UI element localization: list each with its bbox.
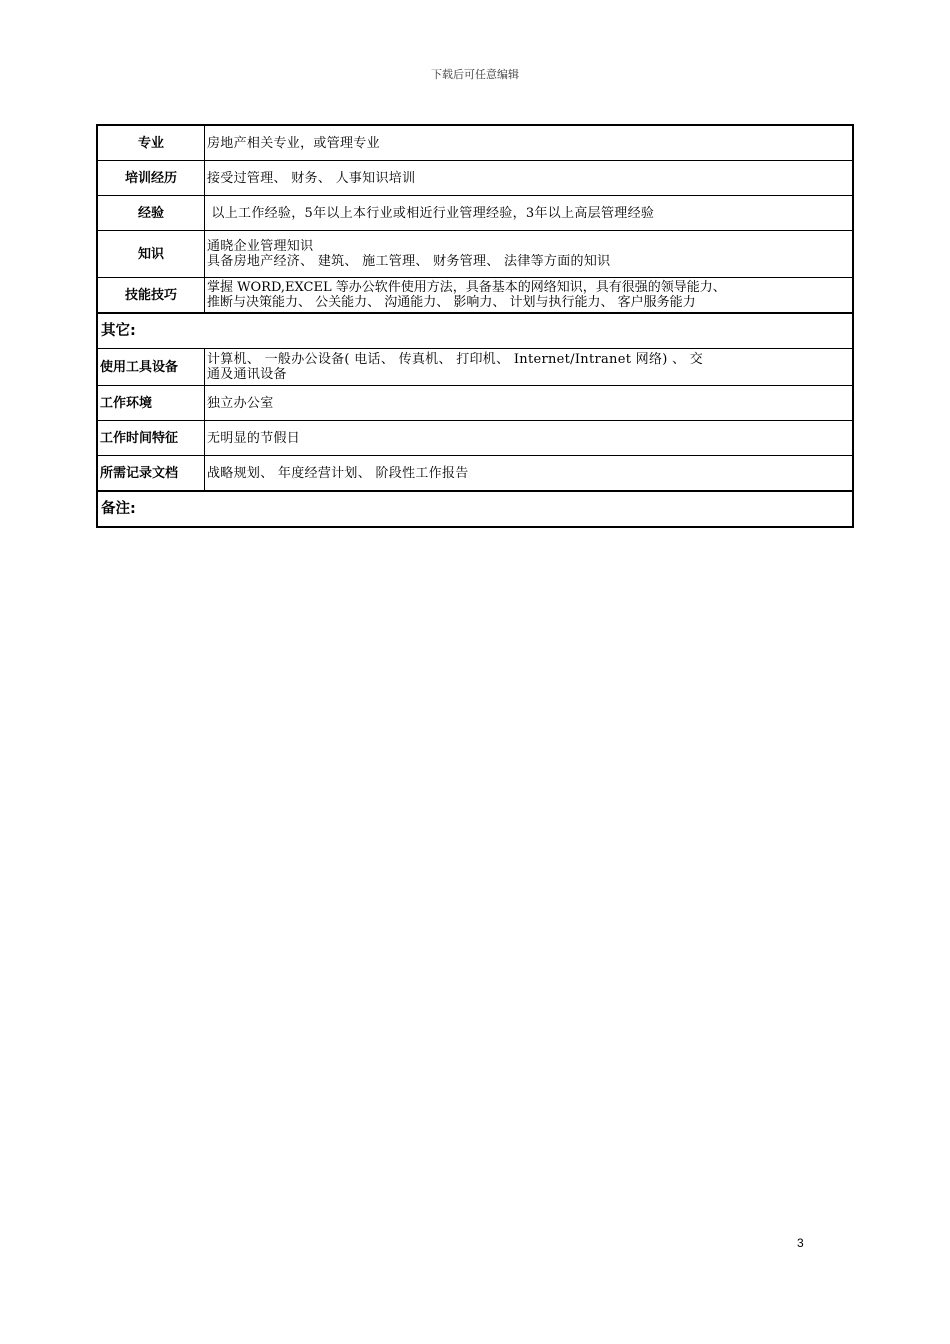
remarks-section-row [97, 491, 853, 527]
header-note: 下载后可任意编辑 [431, 68, 519, 81]
table-row-documents [97, 456, 853, 492]
experience-label: 经验 [97, 196, 205, 231]
knowledge-value [205, 231, 854, 278]
remarks-title: 备注: [97, 491, 853, 527]
table-row-schedule [97, 421, 853, 456]
knowledge-label: 知识 [97, 231, 205, 278]
knowledge-line-1: 通晓企业管理知识 [207, 239, 314, 254]
table-row-experience [97, 196, 853, 231]
skills-line-1: 掌握 WORD,EXCEL 等办公软件使用方法，具备基本的网络知识，具有很强的领导能力、 [207, 280, 726, 295]
tools-line-2: 通及通讯设备 [207, 367, 287, 382]
major-value: 房地产相关专业，或管理专业 [205, 125, 854, 161]
training-value: 接受过管理、 财务、 人事知识培训 [205, 161, 854, 196]
skills-label: 技能技巧 [97, 278, 205, 314]
table-row-environment [97, 386, 853, 421]
table-row-skills [97, 278, 853, 314]
table-row-training [97, 161, 853, 196]
documents-label: 所需记录文档 [97, 456, 205, 492]
other-section-title: 其它: [97, 313, 853, 349]
tools-label: 使用工具设备 [97, 349, 205, 386]
schedule-value: 无明显的节假日 [205, 421, 854, 456]
training-label: 培训经历 [97, 161, 205, 196]
table-row-major [97, 125, 853, 161]
tools-value [205, 349, 854, 386]
table-row-tools [97, 349, 853, 386]
skills-value [205, 278, 854, 314]
major-label: 专业 [97, 125, 205, 161]
environment-value: 独立办公室 [205, 386, 854, 421]
job-requirements-table [96, 124, 854, 528]
documents-value: 战略规划、 年度经营计划、 阶段性工作报告 [205, 456, 854, 492]
page-number: 3 [797, 1236, 804, 1250]
environment-label: 工作环境 [97, 386, 205, 421]
tools-line-1: 计算机、 一般办公设备( 电话、 传真机、 打印机、 Internet/Intranet 网络) 、 交 [207, 352, 704, 367]
table-row-knowledge [97, 231, 853, 278]
schedule-label: 工作时间特征 [97, 421, 205, 456]
other-section-row [97, 313, 853, 349]
knowledge-line-2: 具备房地产经济、 建筑、 施工管理、 财务管理、 法律等方面的知识 [207, 254, 611, 269]
experience-value: 以上工作经验，5年以上本行业或相近行业管理经验，3年以上高层管理经验 [205, 196, 854, 231]
skills-line-2: 推断与决策能力、 公关能力、 沟通能力、 影响力、 计划与执行能力、 客户服务能力 [207, 295, 696, 310]
